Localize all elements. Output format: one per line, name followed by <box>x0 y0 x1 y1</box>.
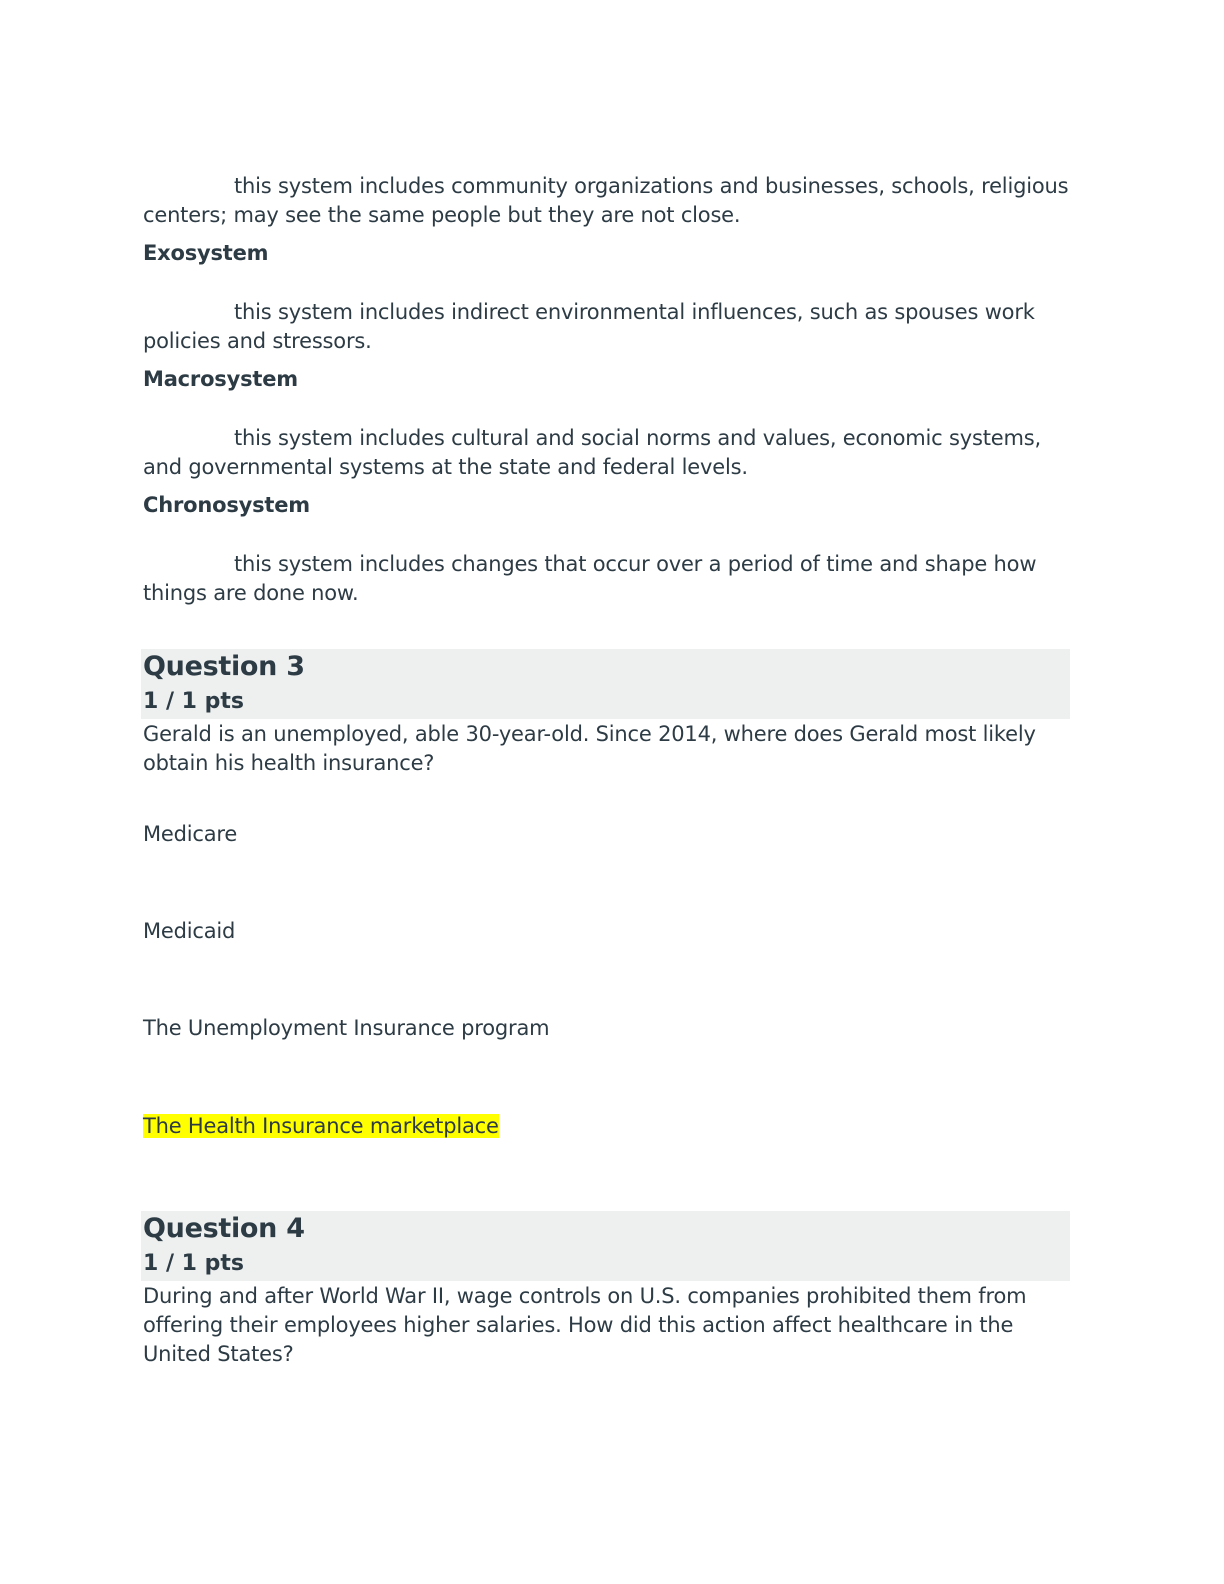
question-3-option-marketplace-selected[interactable] <box>143 1112 499 1140</box>
question-4-header <box>141 1211 1070 1281</box>
question-3-points: 1 / 1 pts <box>143 689 244 714</box>
macrosystem-term: Macrosystem <box>143 367 298 391</box>
question-3-option-medicaid[interactable] <box>143 917 235 945</box>
option-label: Medicare <box>143 822 238 846</box>
chronosystem-description: this system includes changes that occur over a period of time and shape how things are done now. <box>143 552 1037 605</box>
macrosystem-description: this system includes cultural and social norms and values, economic systems, and governmental systems at the state and federal levels. <box>143 426 1041 479</box>
question-3-title: Question 3 <box>143 651 305 682</box>
option-label-highlighted: The Health Insurance marketplace <box>143 1114 499 1138</box>
mesosystem-description: this system includes community organizations and businesses, schools, religious centers; may see the same people but they are not close. <box>143 174 1069 227</box>
question-4-points: 1 / 1 pts <box>143 1251 244 1276</box>
question-3-text: Gerald is an unemployed, able 30-year-old. Since 2014, where does Gerald most likely obtain his health insurance? <box>143 722 1036 775</box>
exosystem-description: this system includes indirect environmental influences, such as spouses work policies and stressors. <box>143 300 1035 353</box>
question-4-text: During and after World War II, wage controls on U.S. companies prohibited them from offering their employees higher salaries. How did this action affect healthcare in the United States? <box>143 1284 1027 1366</box>
question-3-option-medicare[interactable] <box>143 820 237 848</box>
option-label: Medicaid <box>143 919 236 943</box>
chronosystem-term: Chronosystem <box>143 493 310 517</box>
question-4-title: Question 4 <box>143 1213 305 1244</box>
question-3-header <box>141 649 1070 719</box>
exosystem-term: Exosystem <box>143 241 269 265</box>
option-label: The Unemployment Insurance program <box>143 1016 550 1040</box>
question-3-option-unemployment[interactable] <box>143 1014 549 1042</box>
